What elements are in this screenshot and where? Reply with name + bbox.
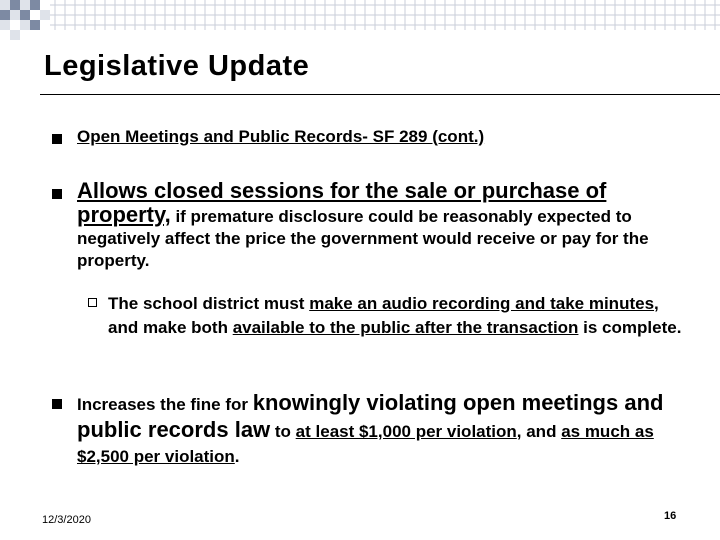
sub-bullet-square <box>88 298 97 307</box>
bullet-square-3 <box>52 399 62 409</box>
bullet-3-underlined-1: at least $1,000 per violation <box>295 422 517 441</box>
bullet-3-underlined-2: as much as $2,500 per violation <box>77 422 654 466</box>
bullet-2-lead: Allows closed sessions for the sale or purchase of property, <box>77 178 607 227</box>
bullet-3-text-3: , and <box>516 422 562 441</box>
sub-text-3: is complete. <box>578 318 682 337</box>
slide-title: Legislative Update <box>44 50 310 82</box>
bullet-3-text-2: to <box>270 422 296 441</box>
sub-bullet-text <box>108 292 683 340</box>
sub-text-1: The school district must <box>108 294 310 313</box>
bullet-square-1 <box>52 134 62 144</box>
footer-date: 12/3/2020 <box>42 514 91 526</box>
sub-text-2: , and make both <box>108 294 659 337</box>
page-number: 16 <box>664 510 677 522</box>
sub-underlined-1: make an audio recording and take minutes <box>309 294 655 313</box>
bullet-3-text <box>77 390 692 469</box>
bullet-3-emphasis: knowingly violating open meetings and public records law <box>77 390 664 442</box>
bullet-3-text-1: Increases the fine for <box>77 395 253 414</box>
bullet-2-rest: if premature disclosure could be reasonably expected to negatively affect the price the government would receive or pay for the property. <box>77 207 649 270</box>
bullet-1-text: Open Meetings and Public Records- SF 289 (cont.) <box>77 127 485 146</box>
sub-underlined-2: available to the public after the transaction <box>232 318 579 337</box>
corner-decoration <box>0 0 720 50</box>
bullet-square-2 <box>52 189 62 199</box>
title-divider <box>40 94 720 95</box>
bullet-2-text <box>77 180 677 272</box>
bullet-3-text-4: . <box>234 447 240 466</box>
